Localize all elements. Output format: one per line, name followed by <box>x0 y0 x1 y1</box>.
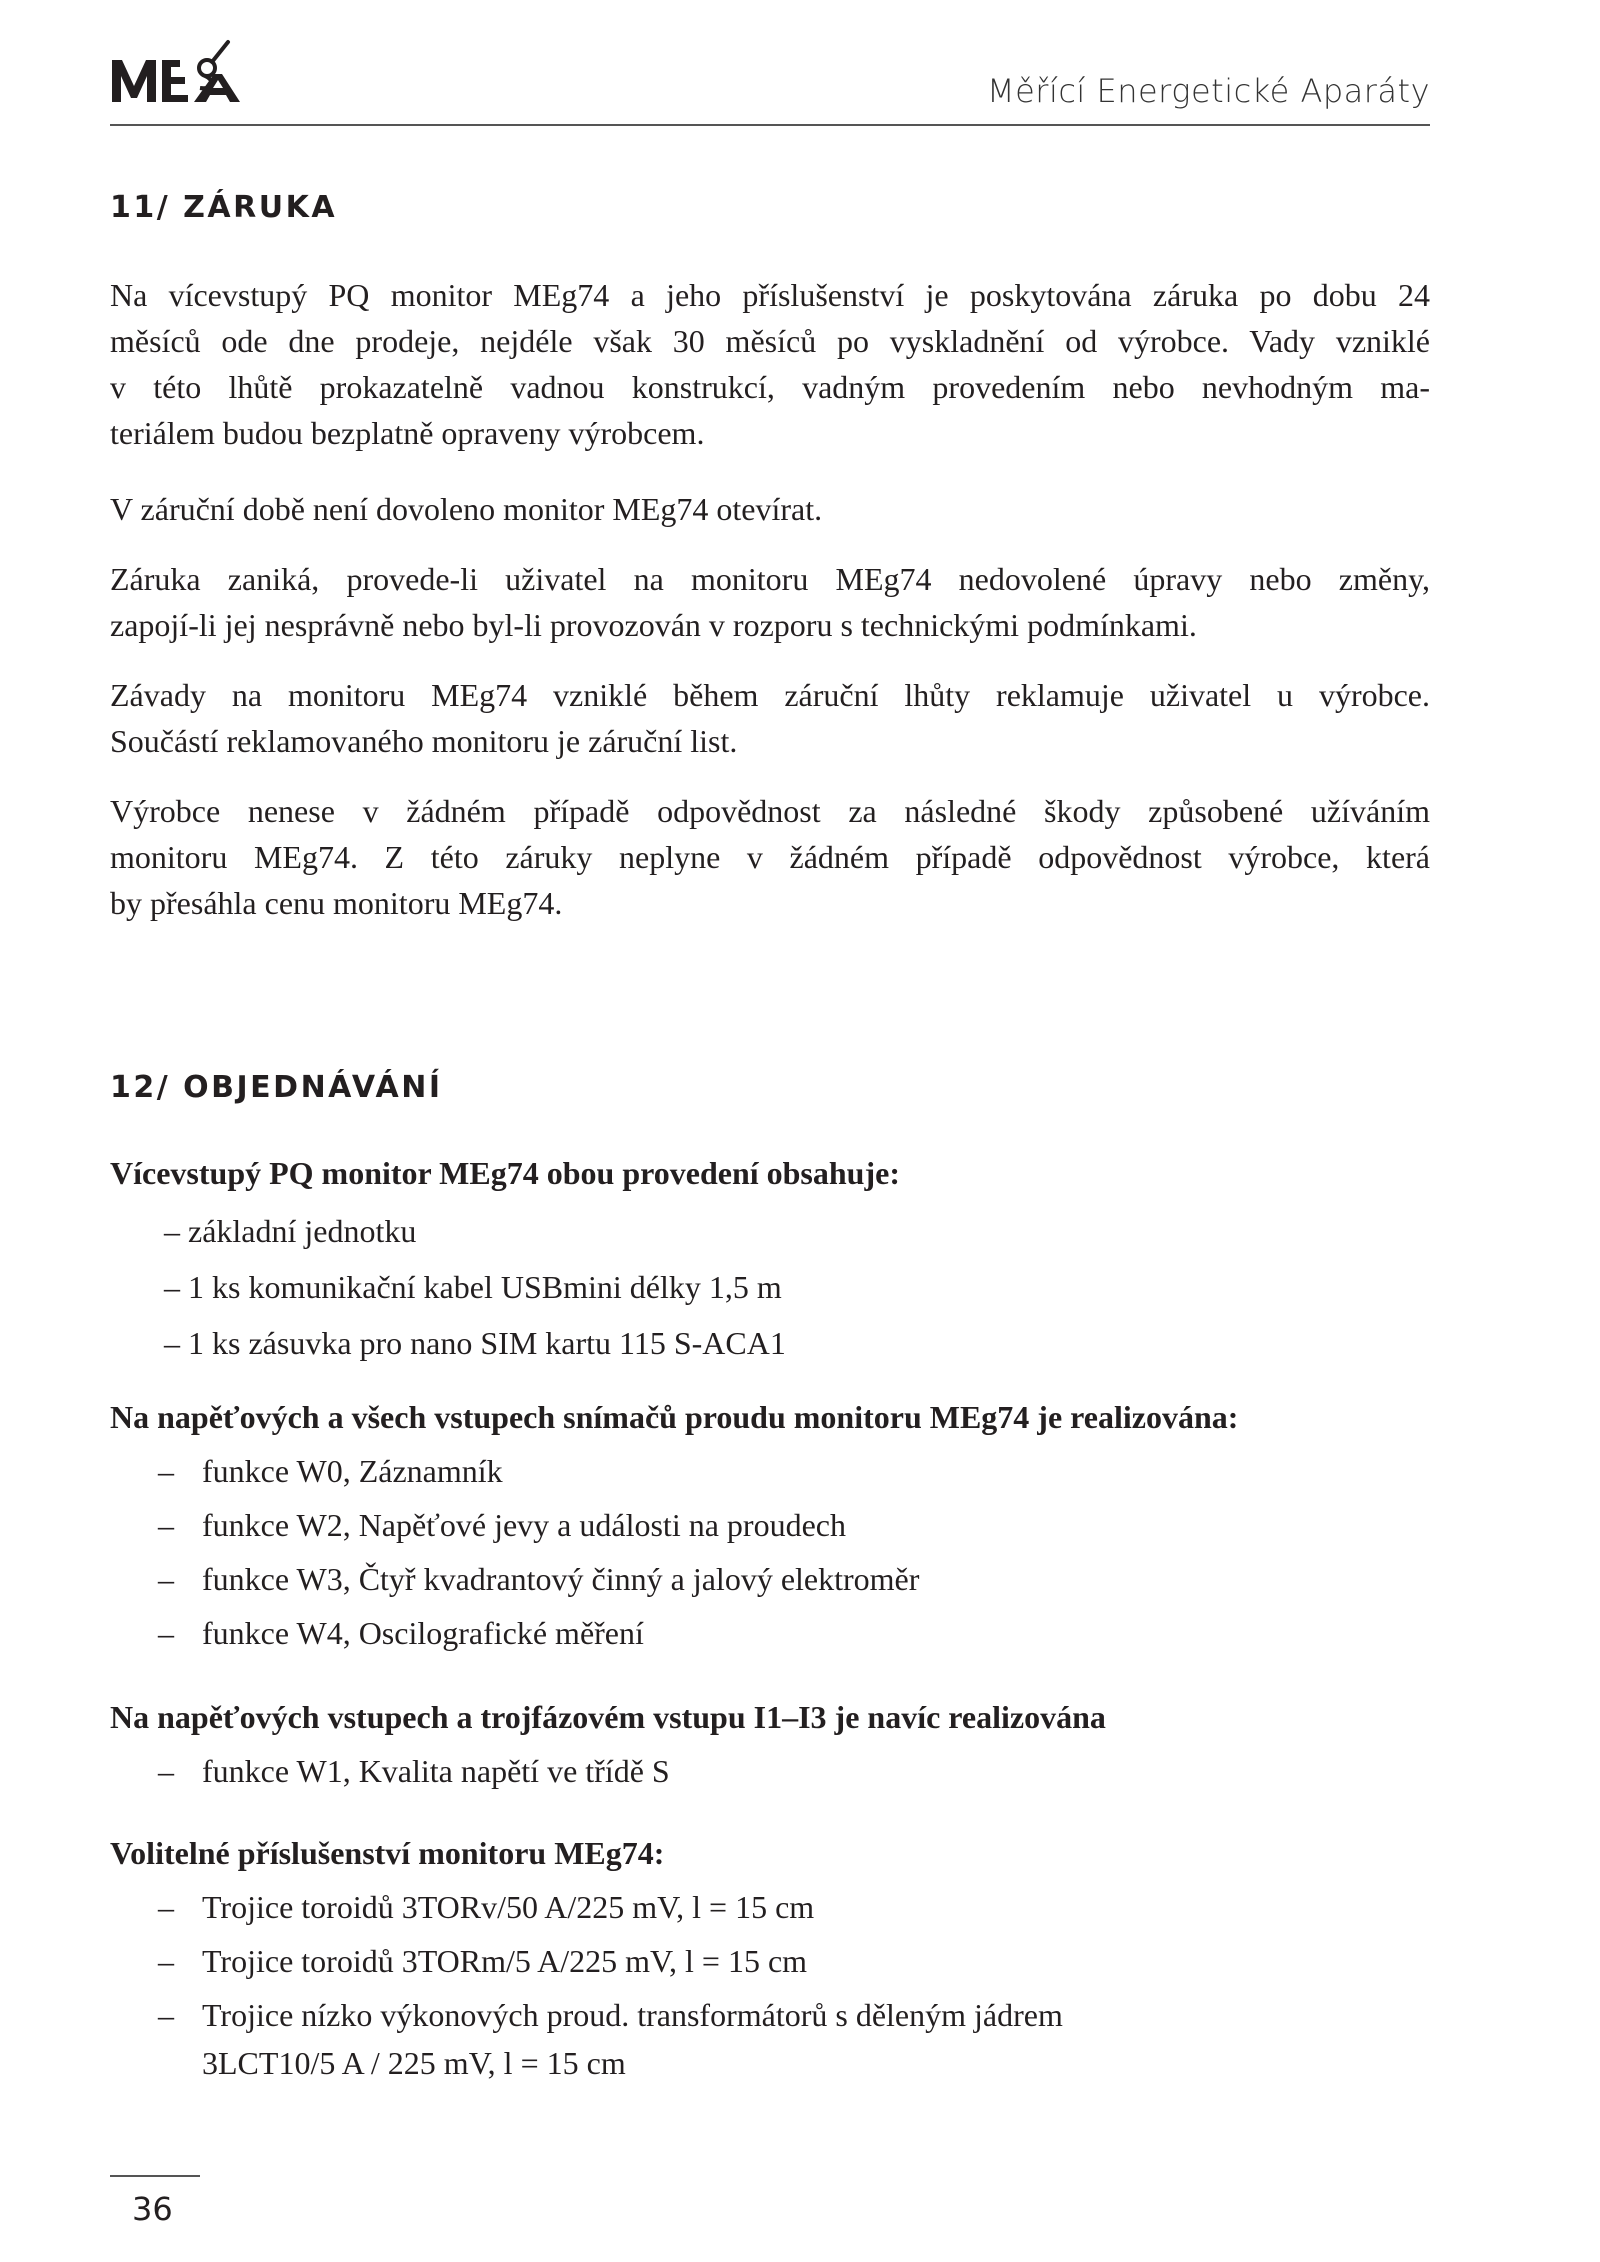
text-line: Výrobce nenese v žádném případě odpovědnost za následné škody způsobené užíváním <box>110 793 1430 829</box>
text-line: zapojí-li jej nesprávně nebo byl-li provozován v rozporu s technickými podmínkami. <box>110 607 1197 643</box>
section-title-ordering: 12/ OBJEDNÁVÁNÍ <box>110 1070 443 1105</box>
functions-heading: Na napěťových a všech vstupech snímačů proudu monitoru MEg74 je realizována: <box>110 1399 1239 1435</box>
extra-functions-heading: Na napěťových vstupech a trojfázovém vstupu I1–I3 je navíc realizována <box>110 1699 1106 1735</box>
mega-logo <box>110 30 250 110</box>
function-item <box>158 1502 846 1548</box>
text-line: V záruční době není dovoleno monitor MEg74 otevírat. <box>110 491 823 527</box>
text-line: Součástí reklamovaného monitoru je záruční list. <box>110 723 738 759</box>
package-item: – 1 ks zásuvka pro nano SIM kartu 115 S-ACA1 <box>164 1325 786 1361</box>
accessory-item-continuation: 3LCT10/5 A / 225 mV, l = 15 cm <box>202 2045 626 2081</box>
dash-bullet: – <box>158 1453 174 1489</box>
accessories-heading: Volitelné příslušenství monitoru MEg74: <box>110 1835 665 1871</box>
accessory-item-text: Trojice toroidů 3TORv/50 A/225 mV, l = 15 cm <box>202 1889 815 1925</box>
page-number: 36 <box>132 2190 173 2228</box>
text-line: Na vícevstupý PQ monitor MEg74 a jeho příslušenství je poskytována záruka po dobu 24 <box>110 277 1430 313</box>
warranty-paragraph-2 <box>110 486 1430 532</box>
function-item <box>158 1610 644 1656</box>
accessory-item <box>158 1884 814 1930</box>
extra-function-item-text: funkce W1, Kvalita napětí ve třídě S <box>202 1753 670 1789</box>
package-item: – 1 ks komunikační kabel USBmini délky 1,5 m <box>164 1269 782 1305</box>
mega-logo-icon <box>110 30 250 110</box>
text-line: by přesáhla cenu monitoru MEg74. <box>110 885 563 921</box>
dash-bullet: – <box>158 1561 174 1597</box>
dash-bullet: – <box>158 1997 174 2033</box>
dash-bullet: – <box>158 1615 174 1651</box>
dash-bullet: – <box>158 1753 174 1789</box>
package-item: – základní jednotku <box>164 1213 417 1249</box>
warranty-paragraph-4 <box>110 672 1430 764</box>
function-item-text: funkce W4, Oscilografické měření <box>202 1615 644 1651</box>
accessory-item-text: Trojice toroidů 3TORm/5 A/225 mV, l = 15 cm <box>202 1943 808 1979</box>
footer-divider <box>110 2175 200 2177</box>
package-contents-heading: Vícevstupý PQ monitor MEg74 obou provedení obsahuje: <box>110 1155 900 1191</box>
dash-bullet: – <box>158 1507 174 1543</box>
text-line: v této lhůtě prokazatelně vadnou konstrukcí, vadným provedením nebo nevhodným ma- <box>110 369 1430 405</box>
function-item <box>158 1556 919 1602</box>
function-item <box>158 1448 503 1494</box>
text-line: měsíců ode dne prodeje, nejdéle však 30 měsíců po vyskladnění od výrobce. Vady vzniklé <box>110 323 1430 359</box>
header-divider <box>110 124 1430 126</box>
extra-function-item <box>158 1748 670 1794</box>
section-title-warranty: 11/ ZÁRUKA <box>110 190 338 225</box>
text-line: teriálem budou bezplatně opraveny výrobcem. <box>110 415 705 451</box>
function-item-text: funkce W2, Napěťové jevy a události na proudech <box>202 1507 846 1543</box>
accessory-item <box>158 1938 807 1984</box>
warranty-paragraph-3 <box>110 556 1430 648</box>
header-title: Měřící Energetické Aparáty <box>986 72 1430 110</box>
dash-bullet: – <box>158 1889 174 1925</box>
page-header <box>110 30 1430 126</box>
accessory-item <box>158 1992 1063 2038</box>
function-item-text: funkce W3, Čtyř kvadrantový činný a jalový elektroměr <box>202 1561 920 1597</box>
accessory-item-text: Trojice nízko výkonových proud. transformátorů s děleným jádrem <box>202 1997 1063 2033</box>
text-line: Záruka zaniká, provede-li uživatel na monitoru MEg74 nedovolené úpravy nebo změny, <box>110 561 1430 597</box>
function-item-text: funkce W0, Záznamník <box>202 1453 503 1489</box>
warranty-paragraph-5 <box>110 788 1430 926</box>
dash-bullet: – <box>158 1943 174 1979</box>
warranty-paragraph-1 <box>110 272 1430 456</box>
text-line: monitoru MEg74. Z této záruky neplyne v žádném případě odpovědnost výrobce, která <box>110 839 1430 875</box>
text-line: Závady na monitoru MEg74 vzniklé během záruční lhůty reklamuje uživatel u výrobce. <box>110 677 1430 713</box>
